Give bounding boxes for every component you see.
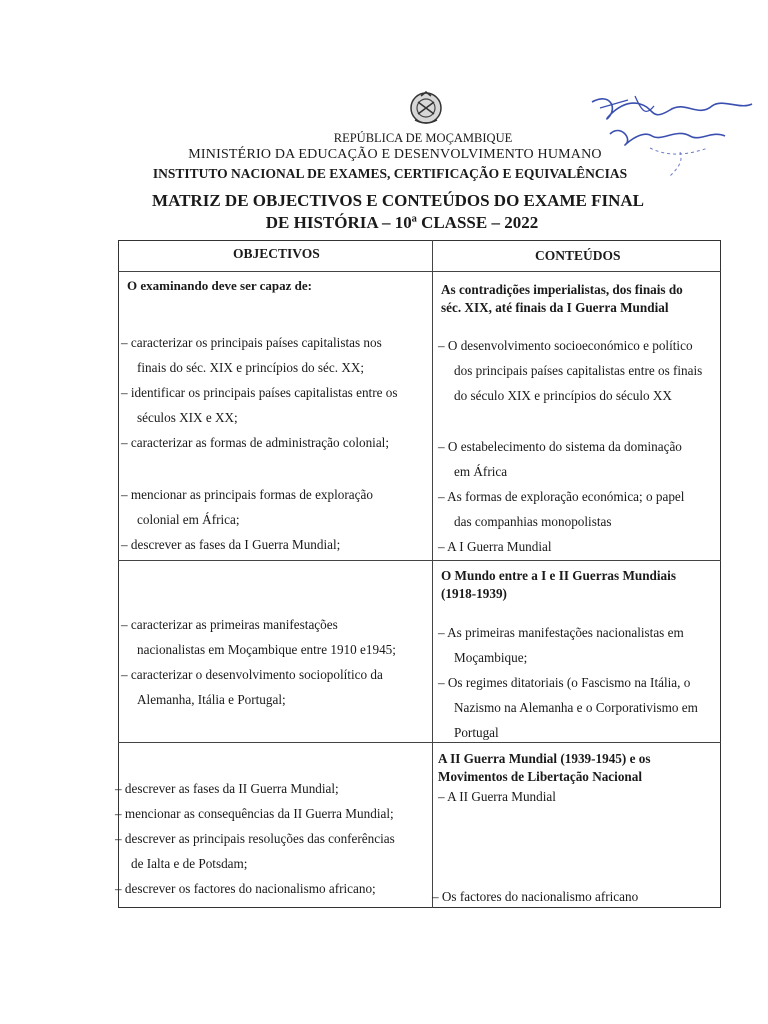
section-2-objectives [121, 612, 396, 712]
objective-line: séculos XIX e XX; [137, 410, 238, 425]
column-header-objectivos: OBJECTIVOS [233, 246, 320, 261]
content-line: do século XIX e princípios do século XX [454, 388, 672, 403]
objective-line: – caracterizar o desenvolvimento sociopolítico da [121, 667, 383, 682]
section-2-title-line: O Mundo entre a I e II Guerras Mundiais [441, 568, 676, 583]
objective-line: – mencionar as consequências da II Guerra Mundial; [115, 806, 394, 821]
content-line: – Os regimes ditatoriais (o Fascismo na Itália, o [438, 675, 691, 690]
section-2-title-line: (1918-1939) [441, 586, 507, 601]
content-line: Nazismo na Alemanha e o Corporativismo em [454, 700, 698, 715]
institute-name: INSTITUTO NACIONAL DE EXAMES, CERTIFICAÇÃO E EQUIVALÊNCIAS [152, 166, 628, 181]
objective-line: – mencionar as principais formas de exploração [121, 487, 373, 502]
content-line: – As formas de exploração económica; o papel [438, 489, 685, 504]
objective-line: – descrever as fases da I Guerra Mundial; [121, 537, 341, 552]
ministry-name: MINISTÉRIO DA EDUCAÇÃO E DESENVOLVIMENTO HUMANO [188, 147, 602, 162]
objective-line: nacionalistas em Moçambique entre 1910 e1945; [137, 642, 396, 657]
section-3-title-line: A II Guerra Mundial (1939-1945) e os [438, 751, 651, 766]
section-3-content-1: – A II Guerra Mundial [438, 789, 556, 804]
section-1-title-line: As contradições imperialistas, dos finais do [441, 282, 683, 297]
objective-line: – caracterizar as primeiras manifestações [121, 617, 338, 632]
content-line: em África [454, 464, 508, 479]
objective-line: – descrever os factores do nacionalismo africano; [115, 881, 376, 896]
document-subtitle: DE HISTÓRIA – 10ª CLASSE – 2022 [265, 213, 539, 232]
document-title: MATRIZ DE OBJECTIVOS E CONTEÚDOS DO EXAME FINAL [152, 191, 644, 210]
section-1-contents-cont [438, 434, 684, 559]
content-line: Portugal [454, 725, 499, 740]
section-1-title [441, 281, 683, 317]
section-divider [118, 560, 721, 561]
content-line: Moçambique; [454, 650, 528, 665]
content-line: dos principais países capitalistas entre os finais [454, 363, 703, 378]
content-line: das companhias monopolistas [454, 514, 612, 529]
content-line: – A I Guerra Mundial [438, 539, 552, 554]
coat-of-arms-emblem [409, 90, 443, 126]
examinee-intro: O examinando deve ser capaz de: [127, 278, 312, 293]
content-line: – O desenvolvimento socioeconómico e político [438, 338, 693, 353]
objective-line: – caracterizar os principais países capitalistas nos [121, 335, 382, 350]
objective-line: Alemanha, Itália e Portugal; [137, 692, 286, 707]
section-1-objectives-cont [121, 482, 373, 557]
section-3-objectives [115, 776, 395, 901]
objective-line: de Ialta e de Potsdam; [131, 856, 248, 871]
country-name: REPÚBLICA DE MOÇAMBIQUE [333, 131, 513, 145]
section-3-title [438, 750, 650, 786]
section-1-contents [438, 333, 702, 408]
section-2-contents [438, 620, 698, 745]
section-3-content-2: – Os factores do nacionalismo africano [432, 889, 639, 904]
objective-line: – identificar os principais países capitalistas entre os [121, 385, 398, 400]
objective-line: – caracterizar as formas de administração colonial; [121, 435, 390, 450]
objective-line: – descrever as fases da II Guerra Mundial; [115, 781, 339, 796]
objective-line: colonial em África; [137, 512, 240, 527]
objective-line: – descrever as principais resoluções das conferências [115, 831, 395, 846]
header-row-divider [118, 271, 721, 272]
section-1-objectives [121, 330, 398, 455]
column-header-conteudos: CONTEÚDOS [535, 248, 621, 263]
section-2-title [441, 567, 676, 603]
section-1-title-line: séc. XIX, até finais da I Guerra Mundial [441, 300, 669, 315]
objective-line: finais do séc. XIX e princípios do séc. XX; [137, 360, 365, 375]
content-line: – As primeiras manifestações nacionalistas em [438, 625, 684, 640]
section-3-title-line: Movimentos de Libertação Nacional [438, 769, 643, 784]
content-line: – O estabelecimento do sistema da dominação [438, 439, 682, 454]
column-divider [432, 240, 433, 908]
